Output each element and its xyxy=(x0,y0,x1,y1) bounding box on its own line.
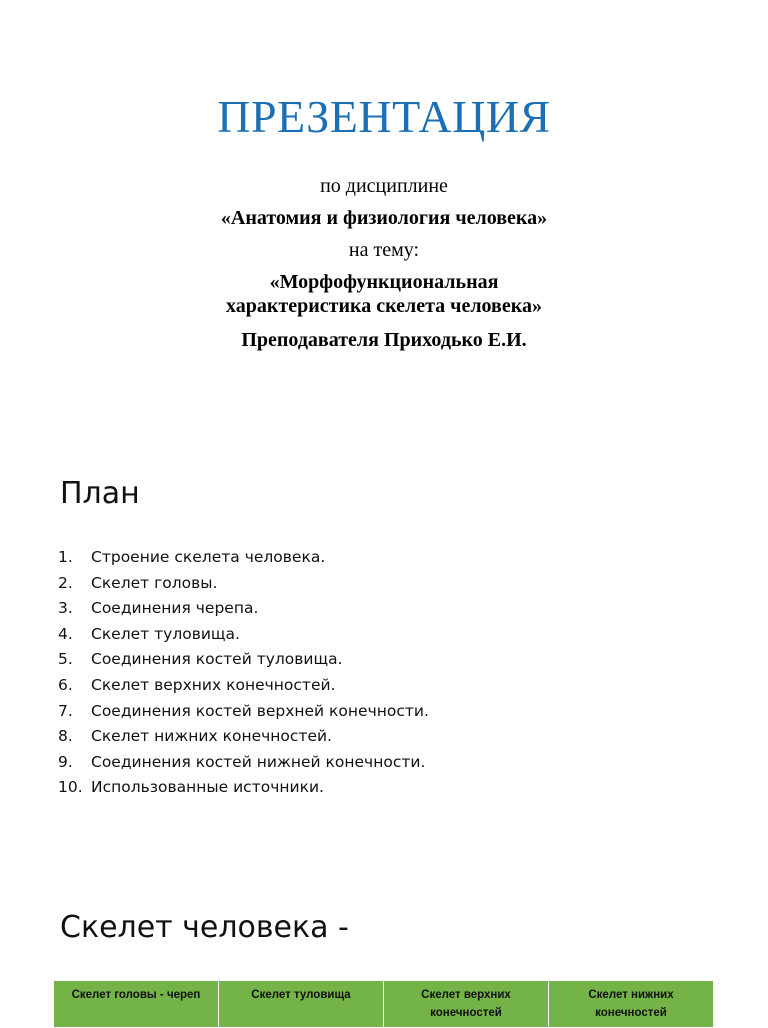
table-header-cell: Скелет верхних конечностей xyxy=(384,981,549,1028)
topic-line-2: характеристика скелета человека» xyxy=(226,295,542,317)
list-item-number: 7. xyxy=(58,701,73,720)
list-item xyxy=(58,622,429,648)
list-item-number: 5. xyxy=(58,650,73,669)
table-header-cell: Скелет туловища xyxy=(219,981,384,1028)
list-item-text: Соединения костей верхней конечности. xyxy=(91,701,429,720)
skeleton-table xyxy=(53,980,714,1028)
list-item xyxy=(58,571,429,597)
presentation-title: ПРЕЗЕНТАЦИЯ xyxy=(217,91,551,142)
list-item-number: 4. xyxy=(58,624,73,643)
discipline-prefix: по дисциплине xyxy=(320,175,448,197)
list-item-number: 10. xyxy=(58,778,83,797)
plan-heading: План xyxy=(60,476,140,511)
list-item-text: Скелет туловища. xyxy=(91,624,240,643)
list-item-text: Скелет нижних конечностей. xyxy=(91,727,332,746)
list-item-text: Соединения костей нижней конечности. xyxy=(91,752,426,771)
list-item-number: 1. xyxy=(58,548,73,566)
list-item-number: 2. xyxy=(58,573,73,592)
list-item-text: Скелет верхних конечностей. xyxy=(91,675,336,694)
skeleton-heading: Скелет человека - xyxy=(60,910,349,945)
list-item xyxy=(58,699,429,725)
topic-line-1: «Морфофункциональная xyxy=(269,271,499,293)
list-item xyxy=(58,673,429,699)
list-item xyxy=(58,647,429,673)
list-item-number: 3. xyxy=(58,599,73,618)
table-row xyxy=(54,981,714,1028)
list-item xyxy=(58,545,429,571)
list-item-text: Использованные источники. xyxy=(91,778,324,797)
list-item xyxy=(58,750,429,776)
list-item-text: Соединения черепа. xyxy=(91,599,259,618)
plan-list xyxy=(58,545,429,801)
list-item xyxy=(58,596,429,622)
topic-prefix: на тему: xyxy=(348,239,420,261)
list-item-text: Соединения костей туловища. xyxy=(91,650,343,669)
table-header-cell: Скелет нижних конечностей xyxy=(549,981,714,1028)
list-item-text: Скелет головы. xyxy=(91,573,218,592)
list-item-number: 9. xyxy=(58,752,73,771)
list-item-number: 6. xyxy=(58,675,73,694)
list-item-number: 8. xyxy=(58,727,73,746)
discipline-name: «Анатомия и физиология человека» xyxy=(220,207,548,229)
topic-name xyxy=(0,270,768,318)
list-item xyxy=(58,775,429,801)
list-item-text: Строение скелета человека. xyxy=(91,548,326,566)
table-header-cell: Скелет головы - череп xyxy=(54,981,219,1028)
list-item xyxy=(58,724,429,750)
author: Преподавателя Приходько Е.И. xyxy=(241,329,527,351)
